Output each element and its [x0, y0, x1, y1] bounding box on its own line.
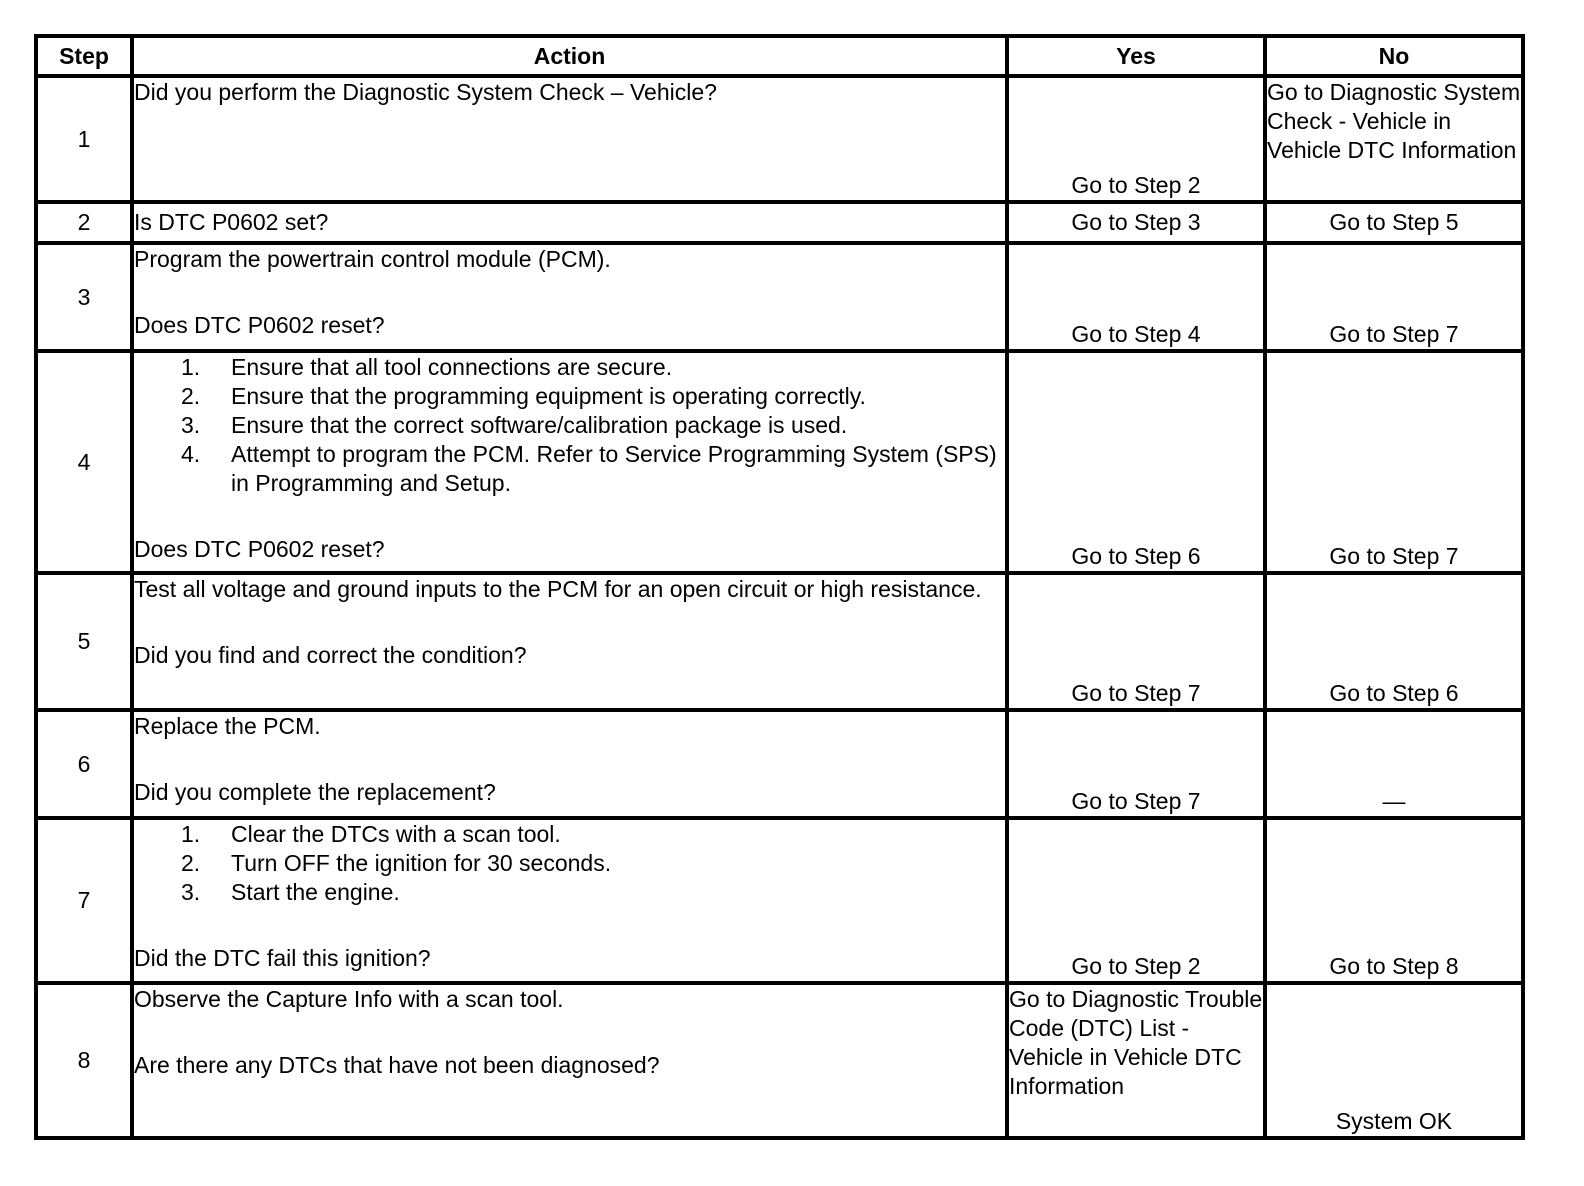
list-item: 1. Clear the DTCs with a scan tool.	[181, 821, 561, 847]
header-action: Action	[132, 36, 1007, 76]
list-item: 3. Ensure that the correct software/calibration package is used.	[181, 412, 848, 438]
no-cell: Go to Step 8	[1265, 818, 1523, 983]
no-cell: System OK	[1265, 983, 1523, 1138]
action-question: Does DTC P0602 reset?	[134, 536, 385, 562]
no-cell: Go to Step 6	[1265, 573, 1523, 710]
procedure-list	[134, 353, 1005, 498]
list-item: 1. Ensure that all tool connections are secure.	[181, 354, 673, 380]
no-cell: Go to Step 5	[1265, 202, 1523, 243]
header-row	[36, 36, 1523, 76]
table-row	[36, 573, 1523, 710]
action-text: Is DTC P0602 set?	[134, 209, 329, 235]
no-cell: Go to Diagnostic System Check - Vehicle in Vehicle DTC Information	[1265, 76, 1523, 202]
step-number: 5	[36, 573, 132, 710]
step-number: 1	[36, 76, 132, 202]
list-item: 2. Ensure that the programming equipment is operating correctly.	[181, 383, 866, 409]
yes-cell: Go to Diagnostic Trouble Code (DTC) List - Vehicle in Vehicle DTC Information	[1007, 983, 1265, 1138]
header-yes: Yes	[1007, 36, 1265, 76]
step-number: 8	[36, 983, 132, 1138]
no-cell: —	[1265, 710, 1523, 818]
action-question: Did you find and correct the condition?	[134, 642, 527, 668]
diagnostic-table	[34, 34, 1525, 1140]
action-cell	[132, 243, 1007, 351]
list-item: 3. Start the engine.	[181, 879, 400, 905]
yes-cell: Go to Step 2	[1007, 76, 1265, 202]
procedure-list	[134, 820, 1005, 907]
step-number: 3	[36, 243, 132, 351]
step-number: 7	[36, 818, 132, 983]
action-cell	[132, 983, 1007, 1138]
table-row	[36, 76, 1523, 202]
yes-cell: Go to Step 7	[1007, 573, 1265, 710]
action-cell	[132, 710, 1007, 818]
action-question: Did you complete the replacement?	[134, 779, 496, 805]
list-item: 4. Attempt to program the PCM. Refer to Service Programming System (SPS) in Programming and Setup.	[181, 441, 997, 496]
action-cell	[132, 76, 1007, 202]
action-cell	[132, 818, 1007, 983]
yes-cell: Go to Step 3	[1007, 202, 1265, 243]
table-row	[36, 983, 1523, 1138]
action-cell	[132, 351, 1007, 573]
header-step: Step	[36, 36, 132, 76]
action-cell	[132, 202, 1007, 243]
action-text: Test all voltage and ground inputs to the PCM for an open circuit or high resistance.	[134, 576, 982, 602]
table-row	[36, 243, 1523, 351]
no-cell: Go to Step 7	[1265, 243, 1523, 351]
yes-cell: Go to Step 2	[1007, 818, 1265, 983]
header-no: No	[1265, 36, 1523, 76]
table-row	[36, 202, 1523, 243]
table-row	[36, 818, 1523, 983]
list-item: 2. Turn OFF the ignition for 30 seconds.	[181, 850, 612, 876]
action-question: Does DTC P0602 reset?	[134, 312, 385, 338]
yes-cell: Go to Step 7	[1007, 710, 1265, 818]
step-number: 2	[36, 202, 132, 243]
action-question: Are there any DTCs that have not been diagnosed?	[134, 1052, 660, 1078]
step-number: 6	[36, 710, 132, 818]
action-question: Did the DTC fail this ignition?	[134, 945, 431, 971]
action-text: Did you perform the Diagnostic System Check – Vehicle?	[134, 79, 717, 105]
action-text: Replace the PCM.	[134, 713, 321, 739]
no-cell: Go to Step 7	[1265, 351, 1523, 573]
step-number: 4	[36, 351, 132, 573]
action-text: Program the powertrain control module (PCM).	[134, 246, 611, 272]
yes-cell: Go to Step 4	[1007, 243, 1265, 351]
yes-cell: Go to Step 6	[1007, 351, 1265, 573]
action-cell	[132, 573, 1007, 710]
action-text: Observe the Capture Info with a scan tool.	[134, 986, 564, 1012]
table-row	[36, 710, 1523, 818]
table-row	[36, 351, 1523, 573]
